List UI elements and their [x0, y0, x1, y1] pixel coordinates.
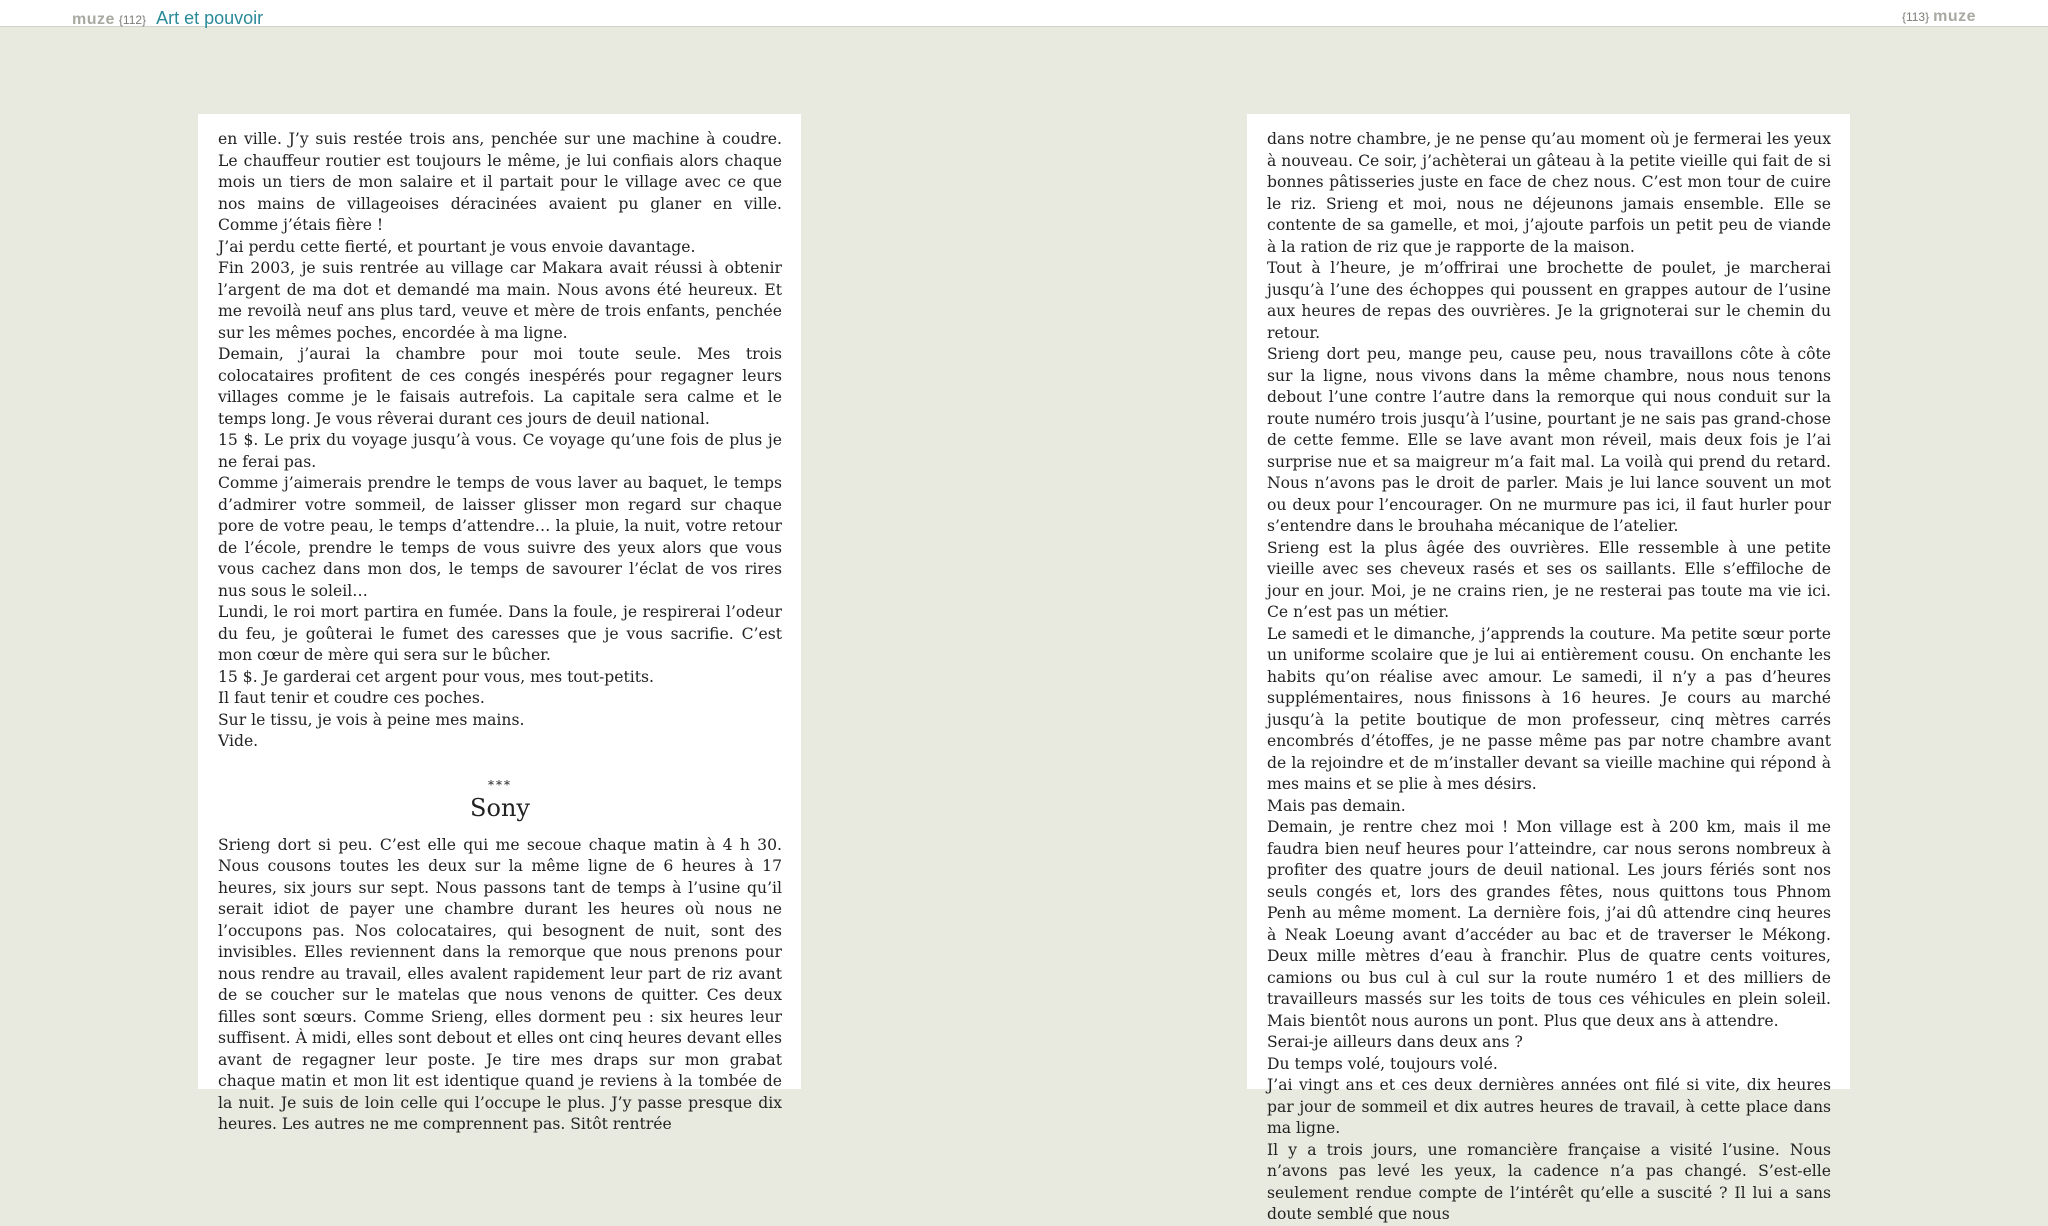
- paragraph: Tout à l’heure, je m’offrirai une brochette de poulet, je marcherai jusqu’à l’une des échoppes qui poussent en grappes autour de l’usine aux heures de repas des ouvrières. Je la grignoterai sur le chemin du retour.: [1267, 259, 1831, 342]
- paragraph: J’ai perdu cette fierté, et pourtant je vous envoie davantage.: [218, 237, 696, 256]
- paragraph: Srieng dort si peu. C’est elle qui me secoue chaque matin à 4 h 30. Nous cousons toutes les deux sur la même ligne de 6 heures à 17 heures, six jours sur sept. Nous passons tant de temps à l’usine qu’il serait idiot de payer une chambre durant les heures où nous ne l’occupons pas. Nos colocataires, qui besognent de nuit, sont des invisibles. Elles reviennent dans la remorque que nous prenons pour nous rendre au travail, elles avalent rapidement leur part de riz avant de se coucher sur le matelas que nous venons de quitter. Ces deux filles sont sœurs. Comme Srieng, elles dorment peu : six heures leur suffisent. À midi, elles sont debout et elles ont cinq heures devant elles avant de regagner leur poste. Je tire mes draps sur mon grabat chaque matin et mon lit est identique quand je reviens à la tombée de la nuit. Je suis de loin celle qui l’occupe le plus. J’y passe presque dix heures. Les autres ne me comprennent pas. Sitôt rentrée: [218, 835, 782, 1133]
- page-header: [0, 0, 2048, 27]
- right-page: [1247, 114, 1850, 1223]
- paragraph: Srieng dort peu, mange peu, cause peu, nous travaillons côte à côte sur la ligne, nous vivons dans la même chambre, nous nous tenons debout l’une contre l’autre dans la remorque qui nous conduit sur la route numéro trois jusqu’à l’usine, pourtant je ne sais pas grand-chose de cette femme. Elle se lave avant mon réveil, mais deux fois je l’ai surprise nue et sa maigreur m’a fait mal. La voilà qui prend du retard. Nous n’avons pas le droit de parler. Mais je lui lance souvent un mot ou deux pour l’encourager. On ne murmure pas ici, il faut hurler pour s’entendre dans le brouhaha mécanique de l’atelier.: [1267, 345, 1831, 535]
- paragraph: Mais pas demain.: [1267, 796, 1406, 815]
- header-right: [1898, 8, 1976, 26]
- paragraph: 15 $. Je garderai cet argent pour vous, mes tout-petits.: [218, 667, 655, 686]
- paragraph: Le samedi et le dimanche, j’apprends la couture. Ma petite sœur porte un uniforme scolaire que je lui ai entièrement cousu. On enchante les habits qu’on réalise avec amour. Le samedi, il n’y a pas d’heures supplémentaires, nous finissons à 16 heures. Je cours au marché jusqu’à la petite boutique de mon professeur, cinq mètres carrés encombrés d’étoffes, je ne passe même pas par notre chambre avant de la rejoindre et de m’installer devant sa vieille machine qui répond à mes mains et se plie à mes désirs.: [1267, 624, 1831, 793]
- section-separator: ***: [488, 777, 512, 792]
- paragraph: Demain, j’aurai la chambre pour moi toute seule. Mes trois colocataires profitent de ces congés inespérés pour regagner leurs villages comme je le faisais autrefois. La capitale sera calme et le temps long. Je vous rêverai durant ces jours de deuil national.: [218, 345, 782, 428]
- paragraph: Comme j’aimerais prendre le temps de vous laver au baquet, le temps d’admirer votre sommeil, de laisser glisser mon regard sur chaque pore de votre peau, le temps d’attendre… la pluie, la nuit, votre retour de l’école, prendre le temps de vous suivre des yeux alors que vous vous cachez dans mon dos, le temps de savourer l’éclat de vos rires nus sous le soleil…: [218, 474, 782, 600]
- paragraph: Lundi, le roi mort partira en fumée. Dans la foule, je respirerai l’odeur du feu, je goûterai le fumet des caresses que je vous sacrifie. C’est mon cœur de mère qui sera sur le bûcher.: [218, 603, 782, 664]
- paragraph: Il faut tenir et coudre ces poches.: [218, 689, 485, 707]
- header-left: [72, 8, 263, 29]
- paragraph: Fin 2003, je suis rentrée au village car Makara avait réussi à obtenir l’argent de ma dot et demandé ma main. Nous avons été heureux. Et me revoilà neuf ans plus tard, veuve et mère de trois enfants, penchée sur les mêmes poches, encordée à ma ligne.: [218, 259, 782, 342]
- paragraph: Demain, je rentre chez moi ! Mon village est à 200 km, mais il me faudra bien neuf heures pour l’atteindre, car nous serons nombreux à profiter des quatre jours de deuil national. Les jours fériés sont nos seuls congés et, lors des grandes fêtes, nous quittons tous Phnom Penh au même moment. La dernière fois, j’ai dû attendre cinq heures à Neak Loeung avant d’accéder au bac et de traverser le Mékong. Deux mille mètres d’eau à franchir. Plus de quatre cents voitures, camions ou bus cul à cul sur la route numéro 1 et des milliers de travailleurs massés sur les toits de tous ces véhicules en plein soleil. Mais bientôt nous aurons un pont. Plus que deux ans à attendre.: [1267, 818, 1831, 1030]
- paragraph: Srieng est la plus âgée des ouvrières. Elle ressemble à une petite vieille avec ses cheveux rasés et ses os saillants. Elle s’effiloche de jour en jour. Moi, je ne crains rien, je ne resterai pas toute ma vie ici. Ce n’est pas un métier.: [1267, 538, 1831, 621]
- left-page: [198, 114, 801, 1133]
- paragraph: J’ai vingt ans et ces deux dernières années ont filé si vite, dix heures par jour de sommeil et dix autres heures de travail, à cette place dans ma ligne.: [1267, 1076, 1831, 1137]
- section-title: Art et pouvoir: [156, 8, 264, 28]
- paragraph: Vide.: [218, 732, 259, 750]
- paragraph: Il y a trois jours, une romancière française a visité l’usine. Nous n’avons pas levé les yeux, la cadence n’a pas changé. S’est-elle seulement rendue compte de l’intérêt qu’elle a suscité ? Il lui a sans doute semblé que nous: [1267, 1140, 1831, 1223]
- paragraph: Du temps volé, toujours volé.: [1267, 1054, 1498, 1073]
- paragraph: 15 $. Le prix du voyage jusqu’à vous. Ce voyage qu’une fois de plus je ne ferai pas.: [218, 431, 782, 471]
- right-page-number: {113}: [1901, 10, 1930, 24]
- section-heading: Sony: [470, 793, 530, 822]
- paragraph: Sur le tissu, je vois à peine mes mains.: [218, 710, 525, 729]
- paragraph: dans notre chambre, je ne pense qu’au moment où je fermerai les yeux à nouveau. Ce soir, j’achèterai un gâteau à la petite vieille qui fait de si bonnes pâtisseries juste en face de chez nous. C’est mon tour de cuire le riz. Srieng et moi, nous ne déjeunons jamais ensemble. Elle se contente de sa gamelle, et moi, j’ajoute parfois un petit peu de viande à la ration de riz que je rapporte de la maison.: [1267, 130, 1831, 256]
- left-page-number: {112}: [118, 13, 147, 27]
- paragraph: Serai-je ailleurs dans deux ans ?: [1267, 1033, 1523, 1051]
- brand-logo-right: muze: [1933, 8, 1976, 25]
- brand-logo: muze: [72, 11, 115, 28]
- paragraph: en ville. J’y suis restée trois ans, penchée sur une machine à coudre. Le chauffeur routier est toujours le même, je lui confiais alors chaque mois un tiers de mon salaire et il partait pour le village avec ce que nos mains de villageoises déracinées avaient pu glaner en ville. Comme j’étais fière !: [218, 130, 782, 234]
